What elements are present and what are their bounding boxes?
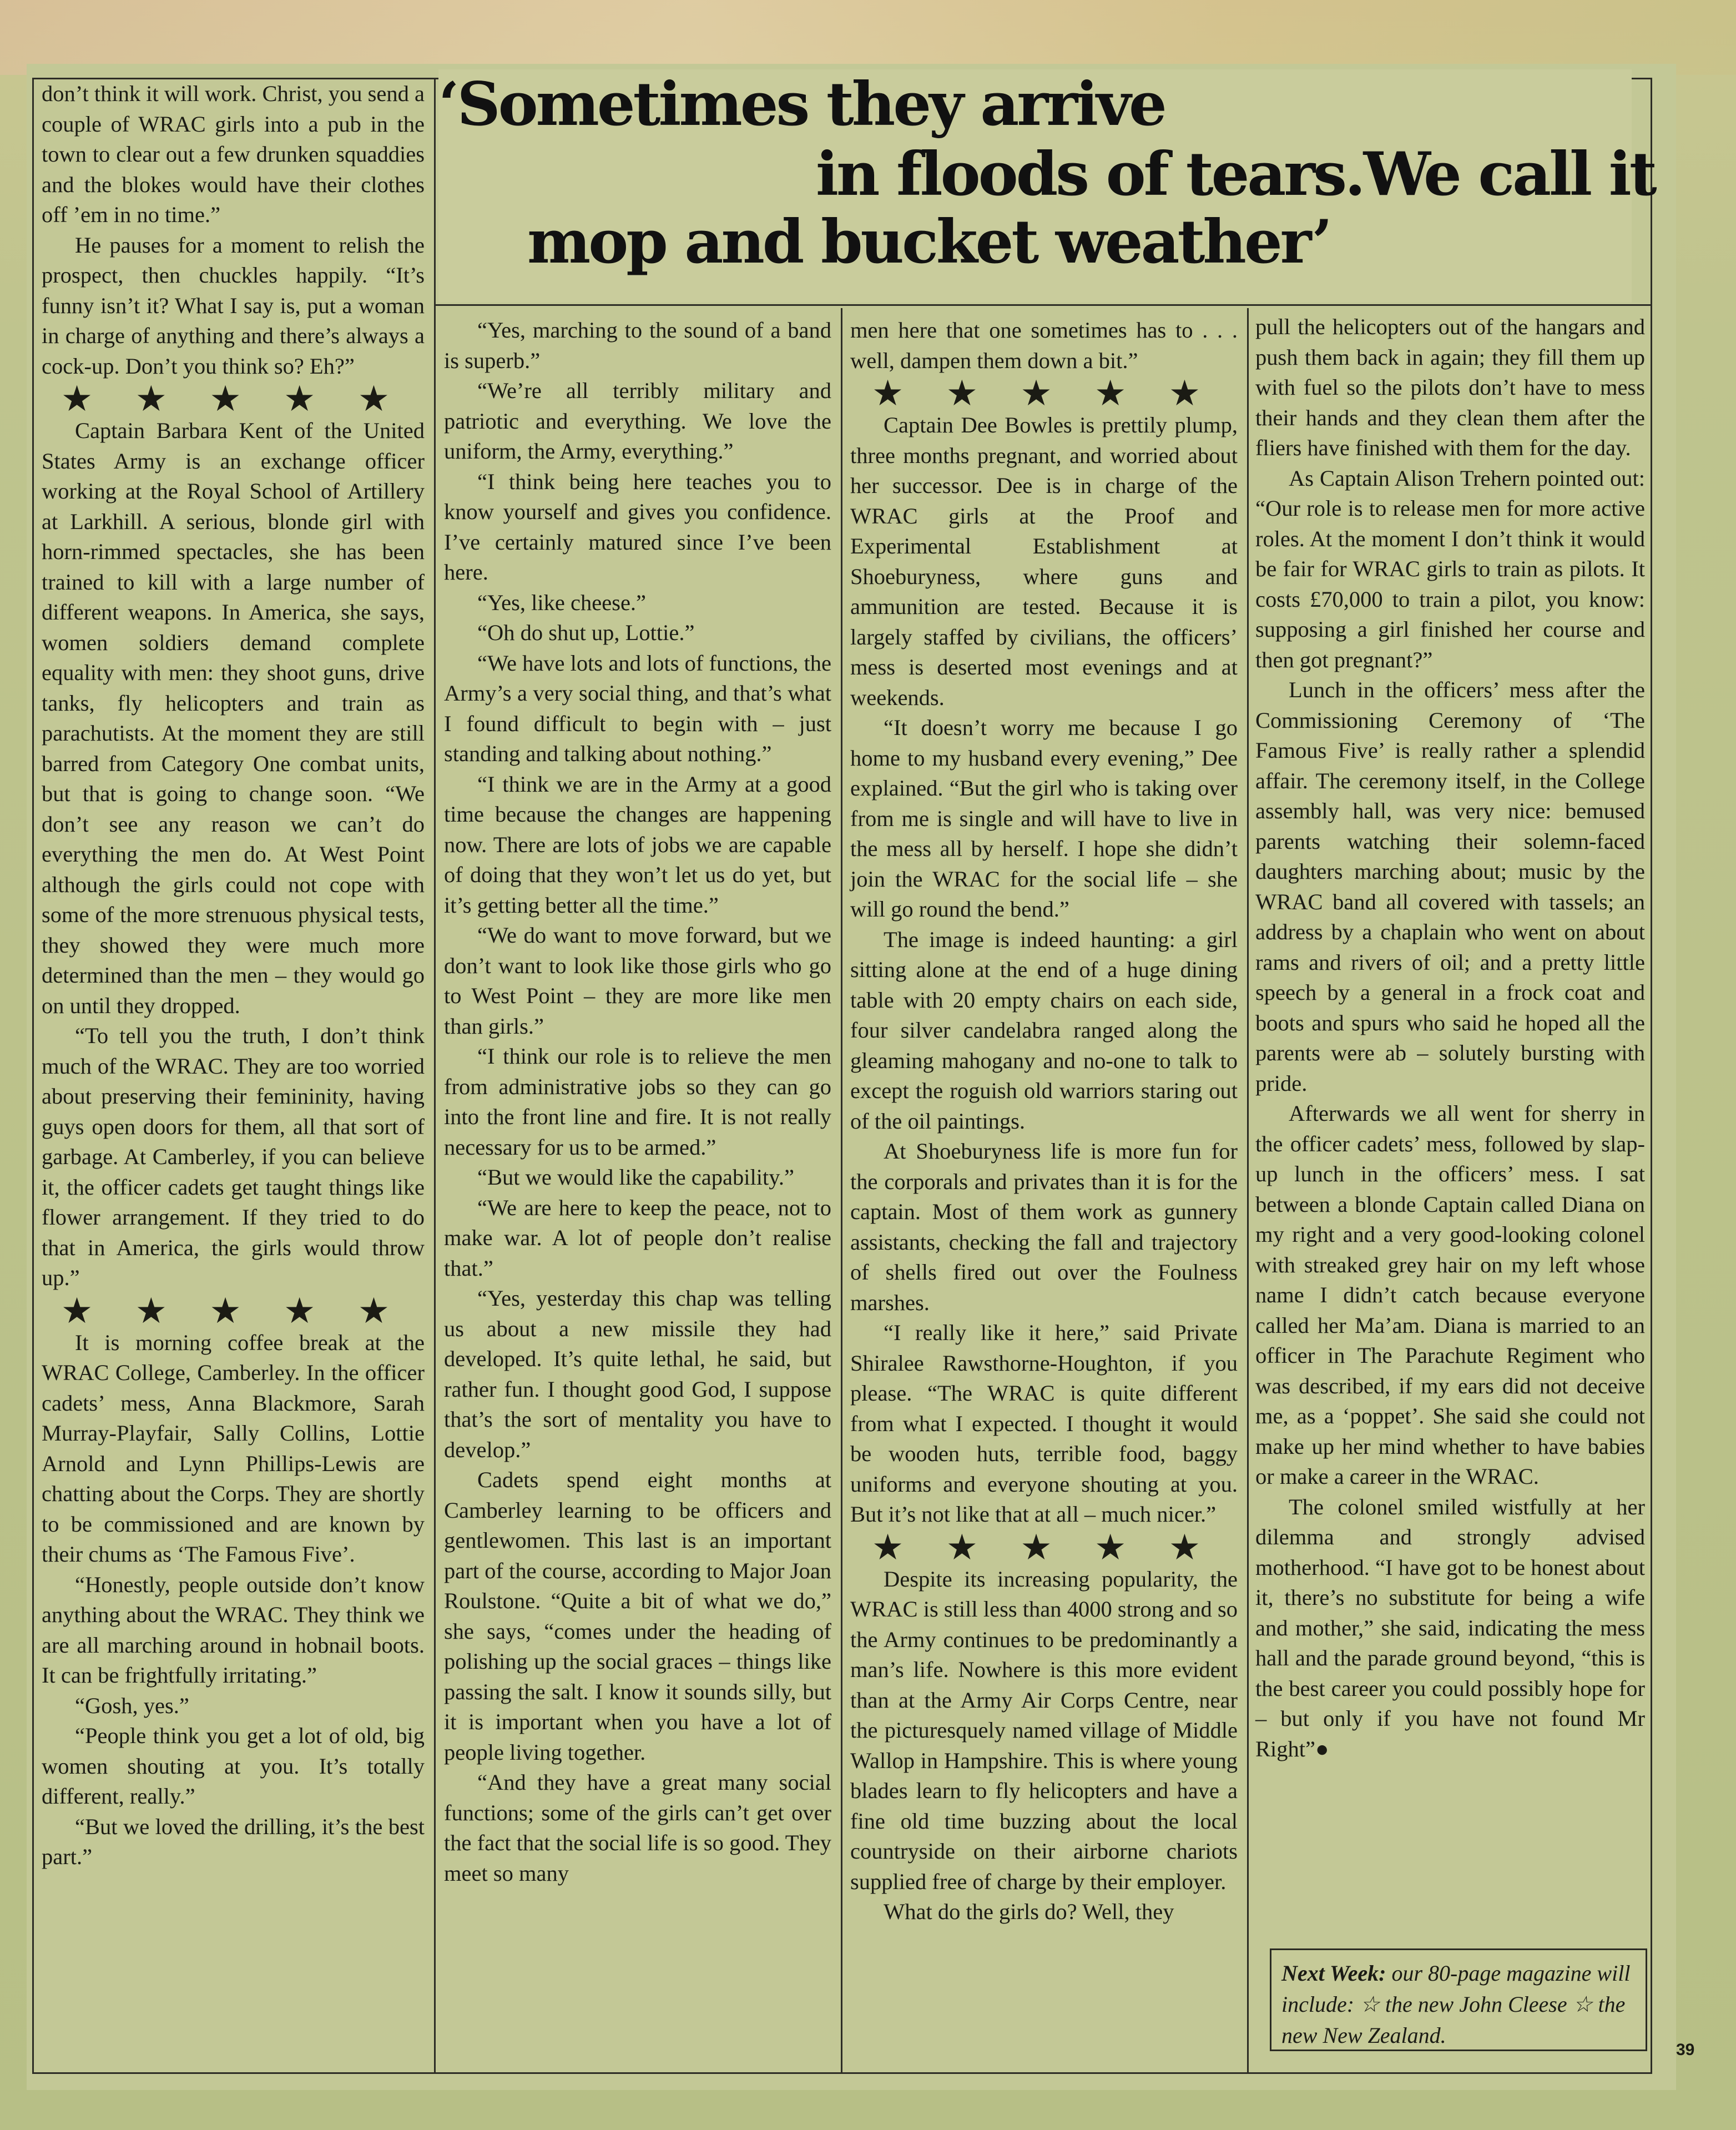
headline-line-1: ‘Sometimes they arrive (438, 69, 1165, 139)
paragraph: “I think we are in the Army at a good time because the changes are happening now. There are lots of jobs we are capable of doing that they won’t let us do yet, but it’s getting better all the time.” (444, 771, 831, 918)
section-break-stars: ★ ★ ★ ★ ★ (60, 1290, 406, 1332)
paragraph: What do the girls do? Well, they (884, 1899, 1174, 1924)
paragraph: Despite its increasing popularity, the WRAC is still less than 4000 strong and so the Army continues to be predominantly a man’s life. Nowhere is this more evident than at the Army Air Corps Centre, near the picturesquely named village of Middle Wallop in Hampshire. This is where young blades learn to fly helicopters and have a fine old time buzzing about the local countryside on their airborne chariots supplied free of charge by their employer. (850, 1566, 1238, 1894)
paragraph: “I think our role is to relieve the men from administrative jobs so they can go into the front line and fire. It is not really necessary for us to be armed.” (444, 1044, 831, 1160)
headline-line-3: mop and bucket weather’ (527, 207, 1331, 277)
next-week-text: our 80-page magazine will include: ☆ the new John Cleese ☆ the new New Zealand. (1281, 1961, 1631, 2048)
paragraph: “Gosh, yes.” (75, 1693, 189, 1718)
paragraph: “But we loved the drilling, it’s the best part.” (42, 1814, 425, 1869)
paragraph: “We’re all terribly military and patriotic and everything. We love the uniform, the Army, everything.” (444, 378, 831, 464)
paragraph: “Honestly, people outside don’t know anything about the WRAC. They think we are all marching around in hobnail boots. It can be frightfully irritating.” (42, 1572, 425, 1688)
paragraph: “But we would like the capability.” (477, 1165, 794, 1190)
paragraph: “And they have a great many social functions; some of the girls can’t get over the fact that the social life is so good. They meet so many (444, 1770, 831, 1886)
right-border (1651, 78, 1652, 2073)
column-rule-2 (841, 308, 842, 2073)
next-week-box (1270, 1948, 1647, 2051)
paragraph: “To tell you the truth, I don’t think much of the WRAC. They are too worried about preserving their femininity, having guys open doors for them, all that sort of garbage. At Camberley, if you can believe it, the officer cadets get taught things like flower arrangement. If they tried to do that in America, the girls would throw up.” (42, 1023, 425, 1290)
headline-rule (434, 304, 1652, 306)
column-rule-3 (1247, 308, 1249, 2073)
section-break-stars: ★ ★ ★ ★ ★ (60, 379, 406, 420)
paragraph: “People think you get a lot of old, big women shouting at you. It’s totally different, really.” (42, 1723, 425, 1809)
article-column-3 (850, 315, 1238, 1927)
left-border (32, 78, 34, 2073)
paragraph: Captain Barbara Kent of the United States Army is an exchange officer working at the Royal School of Artillery at Larkhill. A serious, blonde girl with horn-rimmed spectacles, she has been trained to kill with a large number of different weapons. In America, she says, women soldiers demand complete equality with men: they shoot guns, drive tanks, fly helicopters and train as parachutists. At the moment they are still barred from Category One combat units, but that is going to change soon. “We don’t see any reason we can’t do everything the men do. At West Point although the girls could not cope with some of the more strenuous physical tests, they showed they were much more determined than the men – they would go on until they dropped. (42, 418, 425, 1018)
paragraph: Lunch in the officers’ mess after the Commissioning Ceremony of ‘The Famous Five’ is really rather a splendid affair. The ceremony itself, in the College assembly hall, was very nice: bemused parents watching their solemn-faced daughters marching about; music by the WRAC band all covered with tassels; an address by a chaplain who went on about rams and rivers of oil; and a pretty little speech by a general in a frock coat and boots and spurs who said he hoped all the parents were ab – solutely bursting with pride. (1255, 677, 1645, 1096)
paragraph: “I think being here teaches you to know yourself and gives you confidence. I’ve certainly matured since I’ve been here. (444, 469, 831, 585)
section-break-stars: ★ ★ ★ ★ ★ (871, 1527, 1217, 1568)
paragraph: don’t think it will work. Christ, you send a couple of WRAC girls into a pub in the town to clear out a few drunken squaddies and the blokes would have their clothes off ’em in no time.” (42, 81, 425, 227)
paragraph: “We have lots and lots of functions, the Army’s a very social thing, and that’s what I found difficult to begin with – just standing and talking about nothing.” (444, 650, 831, 766)
paragraph: “Oh do shut up, Lottie.” (477, 620, 695, 645)
paragraph: The colonel smiled wistfully at her dilemma and strongly advised motherhood. “I have got to be honest about it, there’s no substitute for being a wife and mother,” she said, indicating the mess hall and the parade ground beyond, “this is the best career you could possibly hope for – but only if you have not found Mr Right”● (1255, 1494, 1645, 1761)
paragraph: Captain Dee Bowles is prettily plump, three months pregnant, and worried about her successor. Dee is in charge of the WRAC girls at the Proof and Experimental Establishment at Shoeburyness, where guns and ammunition are tested. Because it is largely staffed by civilians, the officers’ mess is deserted most evenings and at weekends. (850, 412, 1238, 710)
paragraph: “We are here to keep the peace, not to make war. A lot of people don’t realise that.” (444, 1195, 831, 1281)
paragraph: It is morning coffee break at the WRAC College, Camberley. In the officer cadets’ mess, Anna Blackmore, Sarah Murray-Playfair, Sally Collins, Lottie Arnold and Lynn Phillips-Lewis are chatting about the Corps. They are shortly to be commissioned and are known by their chums as ‘The Famous Five’. (42, 1330, 425, 1567)
paragraph: “It doesn’t worry me because I go home to my husband every evening,” Dee explained. “But the girl who is taking over from me is single and will have to live in the mess all by herself. I hope she didn’t join the WRAC for the social life – she will go round the bend.” (850, 715, 1238, 922)
article-column-1 (42, 79, 425, 1872)
paragraph: “Yes, marching to the sound of a band is superb.” (444, 318, 831, 373)
paragraph: He pauses for a moment to relish the prospect, then chuckles happily. “It’s funny isn’t it? What I say is, put a woman in charge of anything and there’s always a cock-up. Don’t you think so? Eh?” (42, 232, 425, 379)
paragraph: “Yes, yesterday this chap was telling us about a new missile they had developed. It’s quite lethal, he said, but rather fun. I thought good God, I suppose that’s the sort of mentality you have to develop.” (444, 1286, 831, 1462)
page-number: 39 (1676, 2041, 1695, 2059)
paragraph: The image is indeed haunting: a girl sitting alone at the end of a huge dining table with 20 empty chairs on each side, four silver candelabra ranged along the gleaming mahogany and no-one to talk to except the roguish old warriors staring out of the oil paintings. (850, 926, 1238, 1134)
paragraph: “Yes, like cheese.” (477, 590, 647, 615)
paragraph: At Shoeburyness life is more fun for the corporals and privates than it is for the captain. Most of them work as gunnery assistants, checking the fall and trajectory of shells fired out over the Foulness marshes. (850, 1139, 1238, 1315)
paragraph: “I really like it here,” said Private Shiralee Rawsthorne-Houghton, if you please. “The WRAC is quite different from what I expected. I thought it would be wooden huts, terrible food, baggy uniforms and everyone shouting at you. But it’s not like that at all – much nicer.” (850, 1320, 1238, 1527)
paragraph: “We do want to move forward, but we don’t want to look like those girls who go to West Point – they are more like men than girls.” (444, 923, 831, 1039)
paragraph: Cadets spend eight months at Camberley learning to be officers and gentlewomen. This last is an important part of the course, according to Major Joan Roulstone. “Quite a bit of what we do,” she says, “comes under the heading of polishing up the social graces – things like passing the salt. I know it sounds silly, but it is important when you have a lot of people living together. (444, 1467, 831, 1765)
headline-line-2: in floods of tears.We call it (816, 139, 1655, 209)
article-column-2 (444, 315, 831, 1889)
column-rule-1 (434, 78, 436, 2073)
paragraph: men here that one sometimes has to . . . well, dampen them down a bit.” (850, 318, 1238, 373)
paragraph: Afterwards we all went for sherry in the officer cadets’ mess, followed by slap-up lunch in the officers’ mess. I sat between a blonde Captain called Diana on my right and a very good-looking colonel with streaked grey hair on my left whose name I didn’t catch because everyone called her Ma’am. Diana is married to an officer in The Parachute Regiment who was described, if my ears did not deceive me, as a ‘poppet’. She said she could not make up her mind whether to have babies or make a career in the WRAC. (1255, 1101, 1645, 1489)
next-week-label: Next Week: (1281, 1961, 1386, 1986)
paragraph: As Captain Alison Trehern pointed out: “Our role is to release men for more active roles. At the moment I don’t think it would be fair for WRAC girls to train as pilots. It costs £70,000 to train a pilot, you know: supposing a girl finished her course and then got pregnant?” (1255, 465, 1645, 672)
article-column-4 (1255, 312, 1645, 1764)
paragraph: pull the helicopters out of the hangars and push them back in again; they fill them up with fuel so the pilots don’t have to mess their hands and they clean them after the fliers have finished with them for the day. (1255, 314, 1645, 460)
section-break-stars: ★ ★ ★ ★ ★ (871, 373, 1217, 414)
